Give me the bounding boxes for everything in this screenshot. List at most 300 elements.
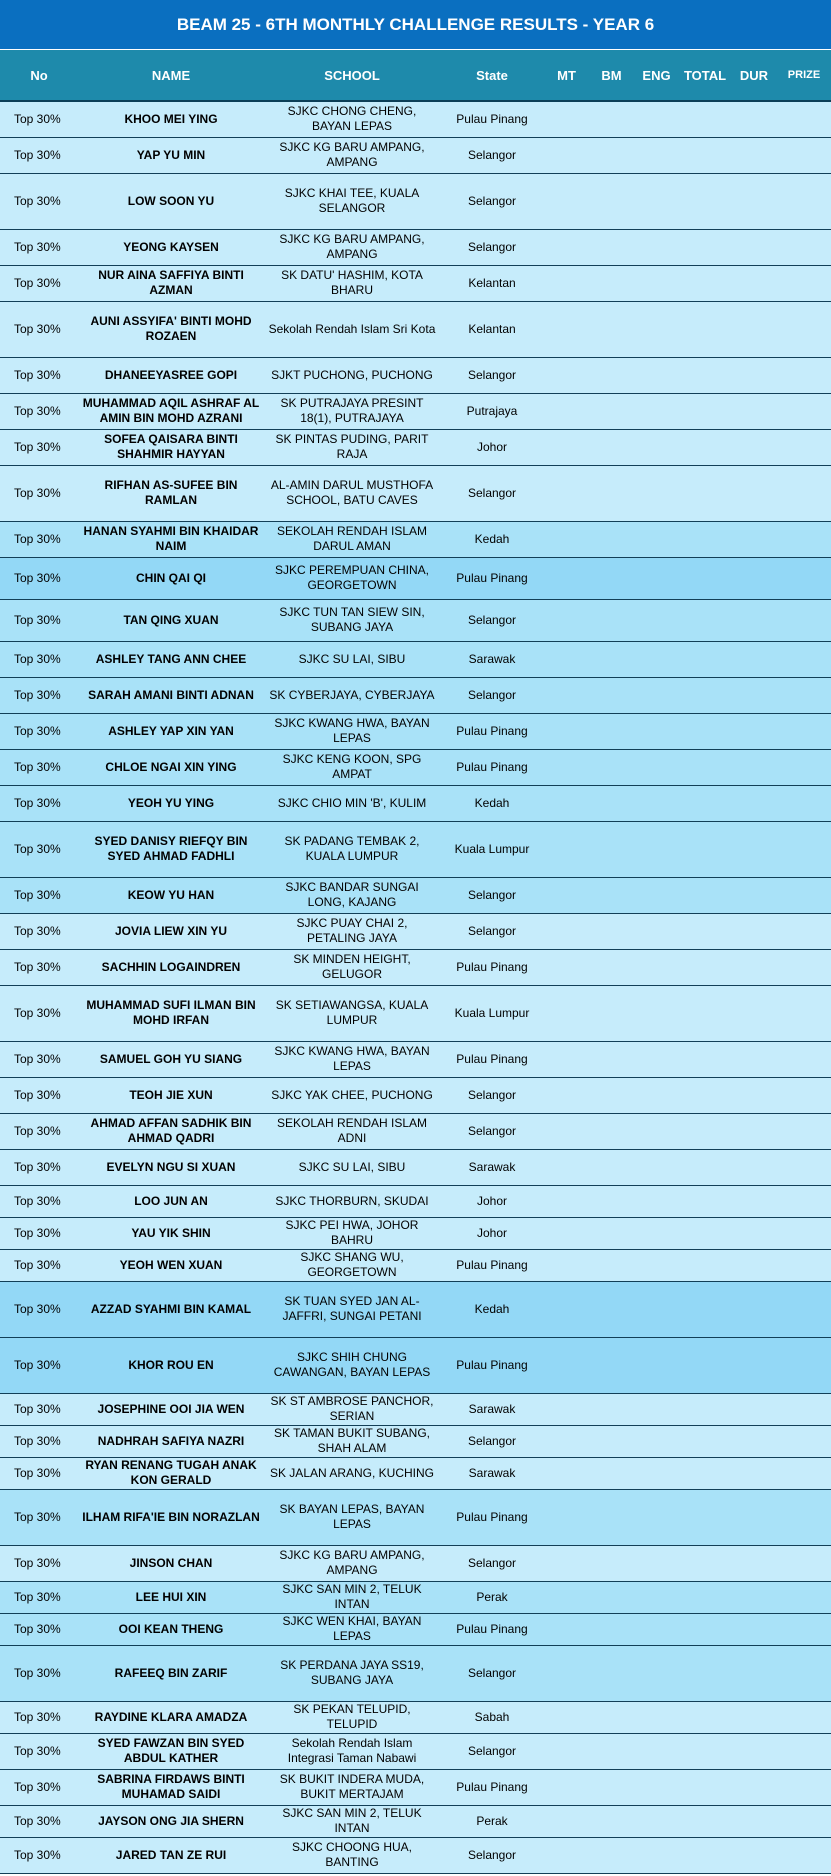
cell-state: Selangor (440, 137, 544, 173)
table-row (0, 1281, 831, 1337)
cell-school: SK CYBERJAYA, CYBERJAYA (264, 677, 440, 713)
cell-prize (777, 641, 831, 677)
cell-prize (777, 1041, 831, 1077)
cell-state: Pulau Pinang (440, 749, 544, 785)
cell-eng (634, 429, 679, 465)
cell-school: SJKT PUCHONG, PUCHONG (264, 357, 440, 393)
table-row (0, 465, 831, 521)
cell-name: AUNI ASSYIFA' BINTI MOHD ROZAEN (78, 301, 264, 357)
cell-no: Top 30% (0, 677, 78, 713)
cell-no: Top 30% (0, 173, 78, 229)
cell-prize (777, 913, 831, 949)
table-row (0, 1769, 831, 1805)
table-row (0, 1217, 831, 1249)
cell-state: Sarawak (440, 641, 544, 677)
cell-prize (777, 713, 831, 749)
cell-state: Sarawak (440, 1457, 544, 1489)
cell-state: Pulau Pinang (440, 949, 544, 985)
cell-prize (777, 1149, 831, 1185)
cell-total (679, 713, 731, 749)
cell-dur (731, 229, 777, 265)
cell-prize (777, 1217, 831, 1249)
cell-bm (589, 101, 634, 137)
cell-school: Sekolah Rendah Islam Sri Kota (264, 301, 440, 357)
table-row (0, 1733, 831, 1769)
header-mt: MT (544, 50, 589, 101)
table-row (0, 1113, 831, 1149)
cell-bm (589, 1077, 634, 1113)
cell-mt (544, 1545, 589, 1581)
cell-no: Top 30% (0, 1281, 78, 1337)
cell-no: Top 30% (0, 1113, 78, 1149)
cell-mt (544, 677, 589, 713)
table-row (0, 173, 831, 229)
cell-eng (634, 641, 679, 677)
cell-no: Top 30% (0, 557, 78, 599)
table-row (0, 599, 831, 641)
cell-eng (634, 821, 679, 877)
cell-bm (589, 521, 634, 557)
cell-bm (589, 137, 634, 173)
cell-prize (777, 1545, 831, 1581)
cell-school: SJKC KHAI TEE, KUALA SELANGOR (264, 173, 440, 229)
cell-state: Putrajaya (440, 393, 544, 429)
cell-school: SK BUKIT INDERA MUDA, BUKIT MERTAJAM (264, 1769, 440, 1805)
header-state: State (440, 50, 544, 101)
cell-school: SJKC WEN KHAI, BAYAN LEPAS (264, 1613, 440, 1645)
cell-total (679, 1545, 731, 1581)
cell-prize (777, 1393, 831, 1425)
cell-no: Top 30% (0, 1041, 78, 1077)
cell-bm (589, 1805, 634, 1837)
table-row (0, 1489, 831, 1545)
cell-dur (731, 877, 777, 913)
cell-total (679, 1041, 731, 1077)
cell-eng (634, 1077, 679, 1113)
cell-eng (634, 785, 679, 821)
cell-mt (544, 465, 589, 521)
cell-mt (544, 393, 589, 429)
cell-name: JAYSON ONG JIA SHERN (78, 1805, 264, 1837)
cell-no: Top 30% (0, 641, 78, 677)
cell-dur (731, 913, 777, 949)
cell-school: SJKC SU LAI, SIBU (264, 641, 440, 677)
table-row (0, 1393, 831, 1425)
cell-mt (544, 1281, 589, 1337)
cell-prize (777, 357, 831, 393)
cell-no: Top 30% (0, 1077, 78, 1113)
cell-total (679, 521, 731, 557)
cell-mt (544, 265, 589, 301)
cell-no: Top 30% (0, 1805, 78, 1837)
cell-name: YAP YU MIN (78, 137, 264, 173)
cell-school: SJKC KG BARU AMPANG, AMPANG (264, 137, 440, 173)
cell-eng (634, 1337, 679, 1393)
cell-bm (589, 301, 634, 357)
cell-prize (777, 985, 831, 1041)
cell-state: Kuala Lumpur (440, 985, 544, 1041)
cell-state: Selangor (440, 357, 544, 393)
cell-state: Selangor (440, 599, 544, 641)
cell-dur (731, 1149, 777, 1185)
cell-eng (634, 949, 679, 985)
cell-total (679, 465, 731, 521)
cell-bm (589, 1185, 634, 1217)
cell-mt (544, 1425, 589, 1457)
cell-school: Sekolah Rendah Islam Integrasi Taman Nabawi (264, 1733, 440, 1769)
cell-bm (589, 465, 634, 521)
cell-dur (731, 137, 777, 173)
cell-eng (634, 229, 679, 265)
cell-total (679, 1149, 731, 1185)
cell-mt (544, 1769, 589, 1805)
cell-prize (777, 229, 831, 265)
cell-total (679, 1805, 731, 1837)
cell-eng (634, 301, 679, 357)
cell-mt (544, 1113, 589, 1149)
header-school: SCHOOL (264, 50, 440, 101)
cell-bm (589, 1645, 634, 1701)
cell-bm (589, 1041, 634, 1077)
cell-total (679, 1613, 731, 1645)
cell-prize (777, 101, 831, 137)
cell-name: HANAN SYAHMI BIN KHAIDAR NAIM (78, 521, 264, 557)
cell-school: SK DATU' HASHIM, KOTA BHARU (264, 265, 440, 301)
header-prize: PRIZE (777, 50, 831, 101)
cell-bm (589, 1149, 634, 1185)
cell-prize (777, 785, 831, 821)
cell-state: Selangor (440, 1077, 544, 1113)
cell-mt (544, 1805, 589, 1837)
cell-eng (634, 137, 679, 173)
cell-dur (731, 749, 777, 785)
cell-school: SJKC PEREMPUAN CHINA, GEORGETOWN (264, 557, 440, 599)
cell-no: Top 30% (0, 1425, 78, 1457)
cell-name: DHANEEYASREE GOPI (78, 357, 264, 393)
cell-school: SK PUTRAJAYA PRESINT 18(1), PUTRAJAYA (264, 393, 440, 429)
cell-mt (544, 229, 589, 265)
header-total: TOTAL (679, 50, 731, 101)
cell-prize (777, 1457, 831, 1489)
cell-mt (544, 1489, 589, 1545)
cell-school: SJKC SAN MIN 2, TELUK INTAN (264, 1805, 440, 1837)
cell-total (679, 173, 731, 229)
cell-eng (634, 357, 679, 393)
cell-state: Selangor (440, 877, 544, 913)
cell-name: TAN QING XUAN (78, 599, 264, 641)
table-row (0, 713, 831, 749)
cell-name: TEOH JIE XUN (78, 1077, 264, 1113)
cell-name: ASHLEY TANG ANN CHEE (78, 641, 264, 677)
cell-total (679, 429, 731, 465)
cell-mt (544, 1645, 589, 1701)
page-title: BEAM 25 - 6TH MONTHLY CHALLENGE RESULTS - YEAR 6 (0, 0, 831, 50)
cell-prize (777, 949, 831, 985)
cell-prize (777, 301, 831, 357)
cell-total (679, 1337, 731, 1393)
cell-dur (731, 1733, 777, 1769)
results-body (0, 101, 831, 1873)
cell-bm (589, 949, 634, 985)
cell-bm (589, 393, 634, 429)
cell-name: YEOH YU YING (78, 785, 264, 821)
cell-bm (589, 877, 634, 913)
cell-mt (544, 985, 589, 1041)
cell-bm (589, 985, 634, 1041)
cell-name: JOVIA LIEW XIN YU (78, 913, 264, 949)
table-row (0, 913, 831, 949)
cell-no: Top 30% (0, 229, 78, 265)
cell-total (679, 949, 731, 985)
cell-total (679, 301, 731, 357)
cell-name: RAFEEQ BIN ZARIF (78, 1645, 264, 1701)
table-row (0, 429, 831, 465)
cell-dur (731, 1645, 777, 1701)
cell-eng (634, 749, 679, 785)
cell-state: Sarawak (440, 1393, 544, 1425)
cell-eng (634, 1281, 679, 1337)
cell-total (679, 265, 731, 301)
cell-school: SK MINDEN HEIGHT, GELUGOR (264, 949, 440, 985)
cell-eng (634, 101, 679, 137)
table-row (0, 101, 831, 137)
cell-mt (544, 429, 589, 465)
header-dur: DUR (731, 50, 777, 101)
cell-dur (731, 557, 777, 599)
cell-school: SK PADANG TEMBAK 2, KUALA LUMPUR (264, 821, 440, 877)
cell-state: Perak (440, 1581, 544, 1613)
cell-eng (634, 877, 679, 913)
cell-state: Pulau Pinang (440, 1249, 544, 1281)
cell-total (679, 821, 731, 877)
cell-mt (544, 749, 589, 785)
cell-name: YEONG KAYSEN (78, 229, 264, 265)
cell-prize (777, 1645, 831, 1701)
cell-total (679, 1645, 731, 1701)
cell-name: RAYDINE KLARA AMADZA (78, 1701, 264, 1733)
cell-eng (634, 557, 679, 599)
cell-state: Selangor (440, 465, 544, 521)
table-row (0, 1613, 831, 1645)
cell-prize (777, 1581, 831, 1613)
cell-no: Top 30% (0, 1701, 78, 1733)
cell-prize (777, 1489, 831, 1545)
cell-dur (731, 949, 777, 985)
cell-school: SJKC KENG KOON, SPG AMPAT (264, 749, 440, 785)
cell-state: Pulau Pinang (440, 1489, 544, 1545)
cell-mt (544, 877, 589, 913)
cell-no: Top 30% (0, 1249, 78, 1281)
cell-bm (589, 1837, 634, 1873)
table-row (0, 1149, 831, 1185)
cell-total (679, 557, 731, 599)
cell-mt (544, 785, 589, 821)
cell-eng (634, 713, 679, 749)
cell-bm (589, 1217, 634, 1249)
cell-dur (731, 599, 777, 641)
cell-total (679, 1185, 731, 1217)
cell-bm (589, 1281, 634, 1337)
cell-dur (731, 1393, 777, 1425)
cell-dur (731, 1545, 777, 1581)
cell-total (679, 1701, 731, 1733)
cell-bm (589, 1701, 634, 1733)
cell-eng (634, 465, 679, 521)
cell-bm (589, 1249, 634, 1281)
cell-eng (634, 1457, 679, 1489)
cell-mt (544, 1185, 589, 1217)
cell-name: RYAN RENANG TUGAH ANAK KON GERALD (78, 1457, 264, 1489)
cell-school: SJKC KWANG HWA, BAYAN LEPAS (264, 713, 440, 749)
cell-bm (589, 677, 634, 713)
cell-mt (544, 641, 589, 677)
table-row (0, 1185, 831, 1217)
cell-no: Top 30% (0, 1489, 78, 1545)
cell-name: CHLOE NGAI XIN YING (78, 749, 264, 785)
table-row (0, 1581, 831, 1613)
cell-total (679, 393, 731, 429)
table-row (0, 677, 831, 713)
cell-bm (589, 229, 634, 265)
cell-name: OOI KEAN THENG (78, 1613, 264, 1645)
cell-eng (634, 1113, 679, 1149)
cell-bm (589, 1733, 634, 1769)
cell-name: SARAH AMANI BINTI ADNAN (78, 677, 264, 713)
cell-prize (777, 1281, 831, 1337)
cell-school: SJKC PEI HWA, JOHOR BAHRU (264, 1217, 440, 1249)
cell-school: SK TUAN SYED JAN AL-JAFFRI, SUNGAI PETANI (264, 1281, 440, 1337)
cell-name: LOO JUN AN (78, 1185, 264, 1217)
cell-bm (589, 357, 634, 393)
cell-state: Selangor (440, 229, 544, 265)
table-row (0, 1701, 831, 1733)
cell-no: Top 30% (0, 785, 78, 821)
cell-no: Top 30% (0, 821, 78, 877)
cell-name: LOW SOON YU (78, 173, 264, 229)
cell-dur (731, 1185, 777, 1217)
cell-eng (634, 1733, 679, 1769)
cell-state: Pulau Pinang (440, 101, 544, 137)
cell-name: YAU YIK SHIN (78, 1217, 264, 1249)
cell-name: LEE HUI XIN (78, 1581, 264, 1613)
cell-name: SYED DANISY RIEFQY BIN SYED AHMAD FADHLI (78, 821, 264, 877)
cell-eng (634, 1837, 679, 1873)
cell-eng (634, 913, 679, 949)
cell-state: Selangor (440, 1545, 544, 1581)
table-row (0, 1425, 831, 1457)
cell-state: Pulau Pinang (440, 1613, 544, 1645)
cell-prize (777, 1113, 831, 1149)
cell-dur (731, 1613, 777, 1645)
cell-eng (634, 1489, 679, 1545)
cell-dur (731, 1701, 777, 1733)
cell-eng (634, 1425, 679, 1457)
cell-no: Top 30% (0, 301, 78, 357)
cell-prize (777, 599, 831, 641)
cell-no: Top 30% (0, 521, 78, 557)
table-row (0, 1645, 831, 1701)
header-name: NAME (78, 50, 264, 101)
cell-total (679, 749, 731, 785)
cell-prize (777, 1769, 831, 1805)
cell-eng (634, 1041, 679, 1077)
cell-dur (731, 1769, 777, 1805)
table-row (0, 393, 831, 429)
cell-dur (731, 173, 777, 229)
cell-school: SJKC TUN TAN SIEW SIN, SUBANG JAYA (264, 599, 440, 641)
cell-eng (634, 1805, 679, 1837)
table-row (0, 821, 831, 877)
header-bm: BM (589, 50, 634, 101)
cell-prize (777, 393, 831, 429)
cell-prize (777, 1249, 831, 1281)
cell-mt (544, 101, 589, 137)
cell-no: Top 30% (0, 1837, 78, 1873)
cell-eng (634, 1185, 679, 1217)
cell-dur (731, 1337, 777, 1393)
cell-no: Top 30% (0, 599, 78, 641)
cell-school: SK PEKAN TELUPID, TELUPID (264, 1701, 440, 1733)
cell-no: Top 30% (0, 1185, 78, 1217)
cell-name: ASHLEY YAP XIN YAN (78, 713, 264, 749)
cell-state: Pulau Pinang (440, 557, 544, 599)
table-row (0, 521, 831, 557)
cell-school: SJKC BANDAR SUNGAI LONG, KAJANG (264, 877, 440, 913)
cell-bm (589, 913, 634, 949)
cell-total (679, 1393, 731, 1425)
cell-prize (777, 749, 831, 785)
cell-total (679, 1425, 731, 1457)
cell-mt (544, 357, 589, 393)
cell-school: SJKC CHIO MIN 'B', KULIM (264, 785, 440, 821)
cell-eng (634, 265, 679, 301)
cell-no: Top 30% (0, 429, 78, 465)
cell-no: Top 30% (0, 1217, 78, 1249)
cell-name: NADHRAH SAFIYA NAZRI (78, 1425, 264, 1457)
cell-mt (544, 713, 589, 749)
table-row (0, 137, 831, 173)
cell-school: SJKC KG BARU AMPANG, AMPANG (264, 1545, 440, 1581)
cell-dur (731, 1581, 777, 1613)
cell-prize (777, 1837, 831, 1873)
cell-eng (634, 1701, 679, 1733)
cell-dur (731, 1805, 777, 1837)
cell-mt (544, 1393, 589, 1425)
cell-mt (544, 1149, 589, 1185)
cell-state: Selangor (440, 913, 544, 949)
table-row (0, 1041, 831, 1077)
cell-prize (777, 1337, 831, 1393)
cell-name: AHMAD AFFAN SADHIK BIN AHMAD QADRI (78, 1113, 264, 1149)
cell-name: SYED FAWZAN BIN SYED ABDUL KATHER (78, 1733, 264, 1769)
cell-state: Selangor (440, 1113, 544, 1149)
cell-state: Pulau Pinang (440, 1769, 544, 1805)
cell-total (679, 1489, 731, 1545)
cell-eng (634, 1645, 679, 1701)
cell-dur (731, 1837, 777, 1873)
cell-total (679, 1217, 731, 1249)
cell-mt (544, 949, 589, 985)
cell-name: MUHAMMAD SUFI ILMAN BIN MOHD IRFAN (78, 985, 264, 1041)
cell-no: Top 30% (0, 913, 78, 949)
cell-school: SK BAYAN LEPAS, BAYAN LEPAS (264, 1489, 440, 1545)
table-row (0, 1805, 831, 1837)
cell-no: Top 30% (0, 1581, 78, 1613)
cell-total (679, 677, 731, 713)
cell-bm (589, 1425, 634, 1457)
cell-prize (777, 1077, 831, 1113)
cell-no: Top 30% (0, 985, 78, 1041)
